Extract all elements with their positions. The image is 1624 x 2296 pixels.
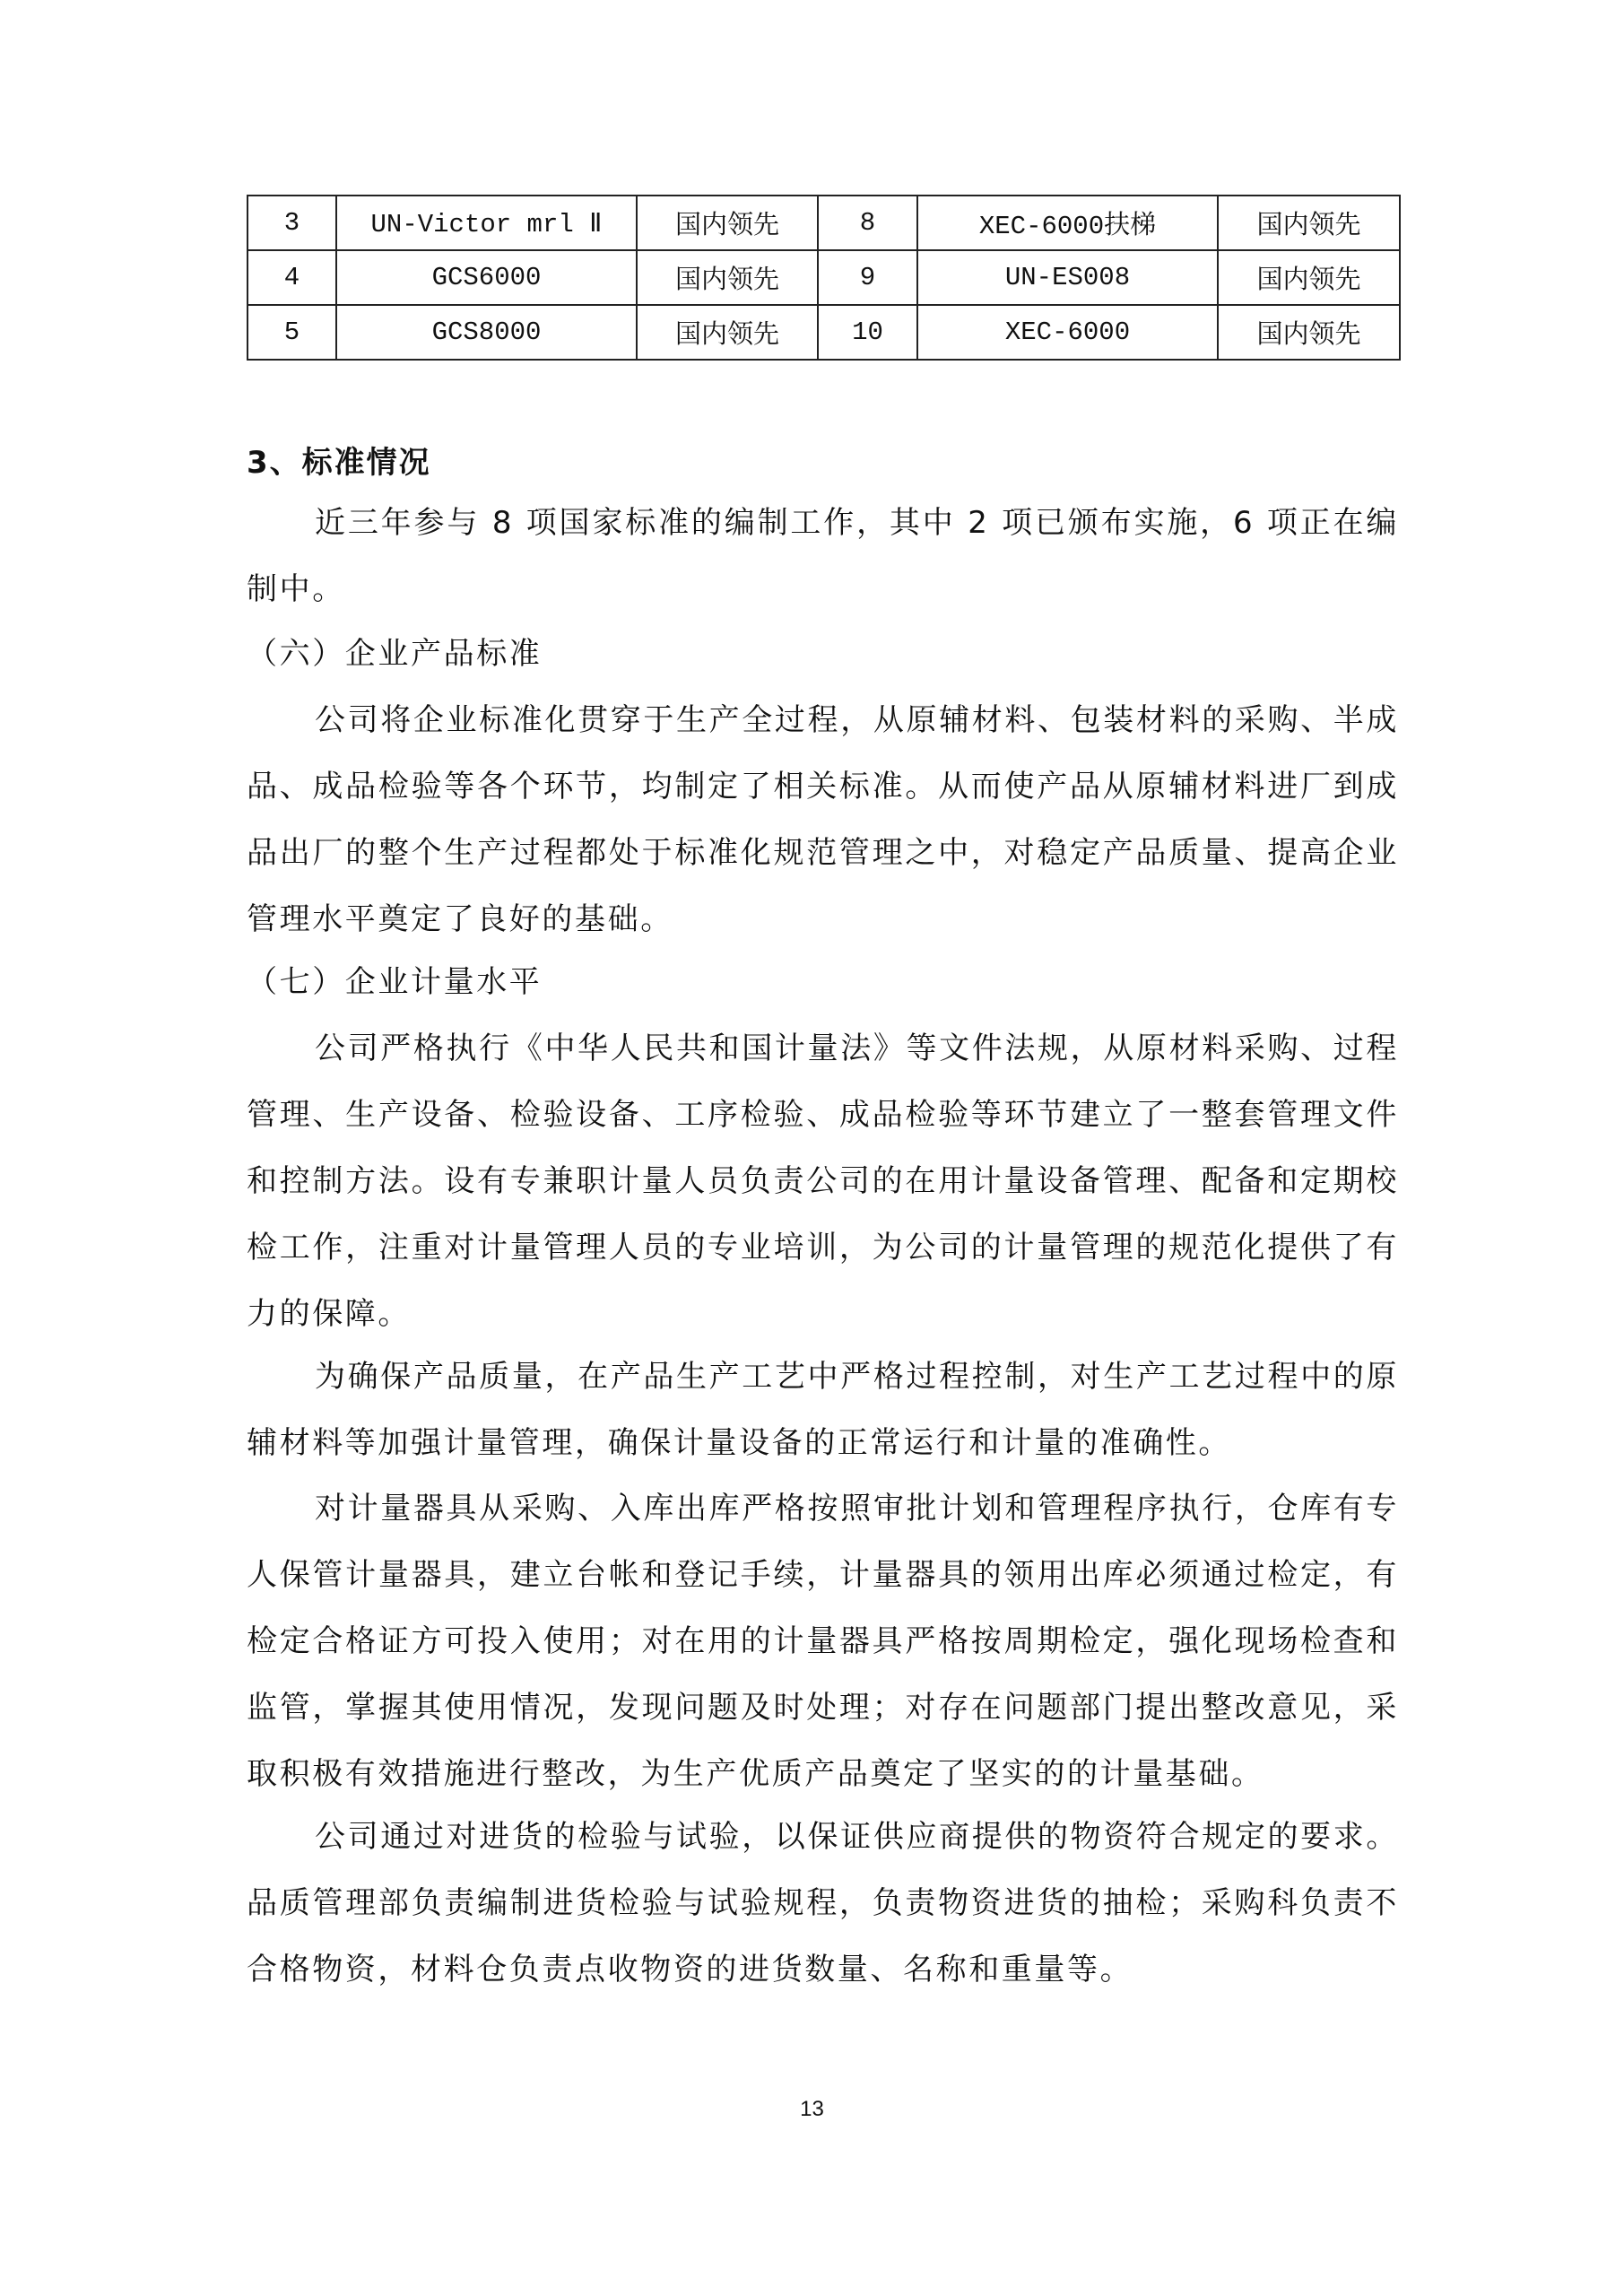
table-cell: 10: [818, 305, 917, 360]
table-cell: XEC-6000扶梯: [917, 196, 1218, 250]
paragraph-product-standards: 公司将企业标准化贯穿于生产全过程，从原辅材料、包装材料的采购、半成品、成品检验等各个环节，均制定了相关标准。从而使产品从原辅材料进厂到成品出厂的整个生产过程都处于标准化规范管理之中，对稳定产品质量、提高企业管理水平奠定了良好的基础。: [247, 702, 1399, 937]
table-cell: 9: [818, 250, 917, 305]
paragraph-metrology-2: 为确保产品质量，在产品生产工艺中严格过程控制，对生产工艺过程中的原辅材料等加强计量管理，确保计量设备的正常运行和计量的准确性。: [247, 1359, 1399, 1461]
page-number: 13: [800, 2097, 824, 2121]
table-cell: 8: [818, 196, 917, 250]
table-cell: 国内领先: [637, 250, 818, 305]
table-cell: XEC-6000: [917, 305, 1218, 360]
table-cell: UN-ES008: [917, 250, 1218, 305]
table-row: [248, 250, 1400, 305]
table-cell: UN-Victor mrl Ⅱ: [336, 196, 637, 250]
table-cell: 国内领先: [637, 196, 818, 250]
paragraph-metrology-1: 公司严格执行《中华人民共和国计量法》等文件法规，从原材料采购、过程管理、生产设备、检验设备、工序检验、成品检验等环节建立了一整套管理文件和控制方法。设有专兼职计量人员负责公司的在用计量设备管理、配备和定期校检工作，注重对计量管理人员的专业培训，为公司的计量管理的规范化提供了有力的保障。: [247, 1031, 1399, 1332]
table-cell: 国内领先: [1218, 250, 1400, 305]
subheading-metrology: （七）企业计量水平: [247, 964, 543, 1000]
paragraph-standards: 近三年参与 8 项国家标准的编制工作，其中 2 项已颁布实施，6 项正在编制中。: [247, 505, 1399, 607]
table-cell: 国内领先: [637, 305, 818, 360]
table-cell: GCS6000: [336, 250, 637, 305]
table-cell: 3: [248, 196, 336, 250]
table-row: [248, 305, 1400, 360]
table-cell: 国内领先: [1218, 196, 1400, 250]
table-cell: 5: [248, 305, 336, 360]
table-row: [248, 196, 1400, 250]
table-cell: 4: [248, 250, 336, 305]
table-cell: 国内领先: [1218, 305, 1400, 360]
table-cell: GCS8000: [336, 305, 637, 360]
product-table: [247, 195, 1401, 361]
section-heading-standards: 3、标准情况: [247, 445, 431, 481]
paragraph-metrology-4: 公司通过对进货的检验与试验，以保证供应商提供的物资符合规定的要求。品质管理部负责编制进货检验与试验规程，负责物资进货的抽检；采购科负责不合格物资，材料仓负责点收物资的进货数量、名称和重量等。: [247, 1819, 1399, 1987]
paragraph-metrology-3: 对计量器具从采购、入库出库严格按照审批计划和管理程序执行，仓库有专人保管计量器具，建立台帐和登记手续，计量器具的领用出库必须通过检定，有检定合格证方可投入使用；对在用的计量器具严格按周期检定，强化现场检查和监管，掌握其使用情况，发现问题及时处理；对存在问题部门提出整改意见，采取积极有效措施进行整改，为生产优质产品奠定了坚实的的计量基础。: [247, 1491, 1399, 1792]
subheading-product-standards: （六）企业产品标准: [247, 636, 543, 672]
